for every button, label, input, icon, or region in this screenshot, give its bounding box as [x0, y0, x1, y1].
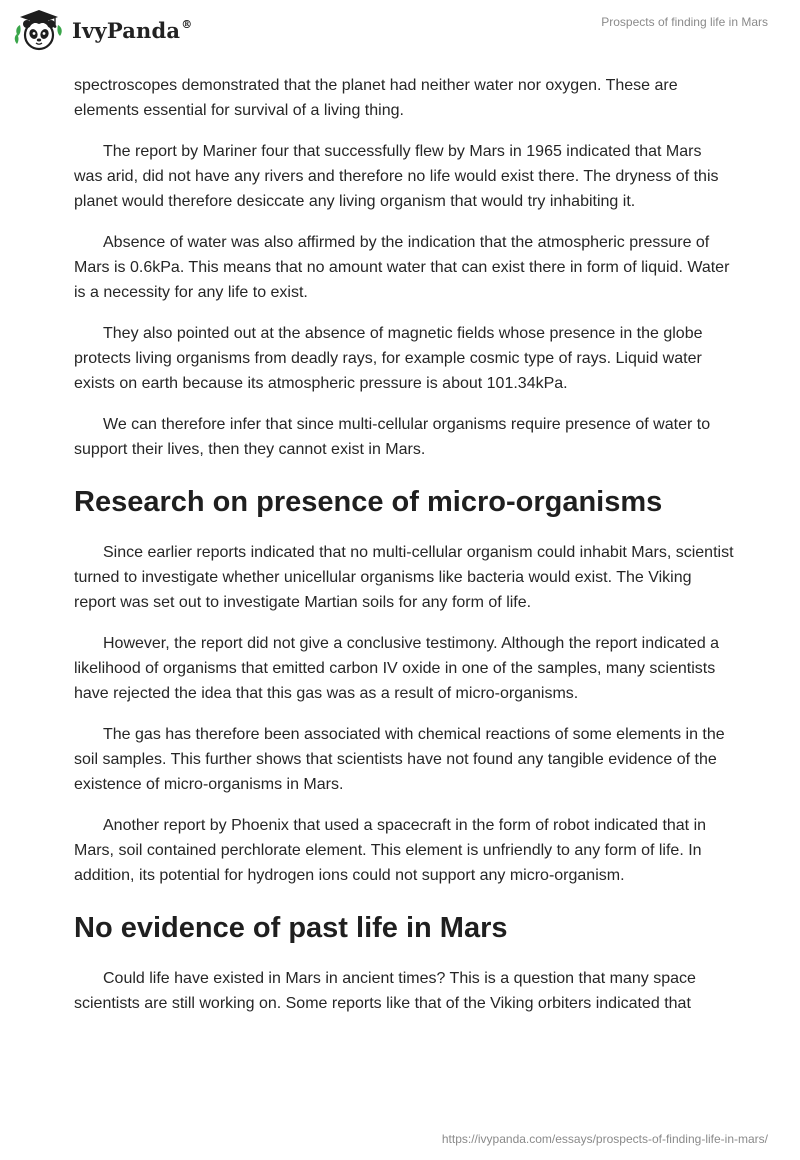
document-title: Prospects of finding life in Mars [601, 15, 768, 29]
paragraph: The report by Mariner four that successfully flew by Mars in 1965 indicated that Mars was arid, did not have any rivers and therefore no life would exist there. The dryness of this planet would therefore desiccate any living organism that would try inhabiting it. [74, 143, 719, 210]
paragraph: Absence of water was also affirmed by the indication that the atmospheric pressure of Mars is 0.6kPa. This means that no amount water that can exist there in form of liquid. Water is a necessity for any life to exist. [74, 234, 730, 301]
page-header [0, 0, 800, 60]
paragraph: However, the report did not give a conclusive testimony. Although the report indicated a likelihood of organisms that emitted carbon IV oxide in one of the samples, many scientists have rejected the idea that this gas was as a result of micro-organisms. [74, 635, 720, 702]
brand-logo[interactable] [14, 8, 192, 52]
section-heading-micro-organisms: Research on presence of micro-organisms [74, 486, 663, 518]
paragraph: Since earlier reports indicated that no multi-cellular organism could inhabit Mars, scientist turned to investigate whether unicellular organisms like bacteria would exist. The Viking report was set out to investigate Martian soils for any form of life. [74, 544, 734, 611]
paragraph: They also pointed out at the absence of magnetic fields whose presence in the globe protects living organisms from deadly rays, for example cosmic type of rays. Liquid water exists on earth because its atmospheric pressure is about 101.34kPa. [74, 325, 703, 392]
essay-content [74, 73, 734, 1032]
paragraph: spectroscopes demonstrated that the planet had neither water nor oxygen. These are elements essential for survival of a living thing. [74, 77, 678, 119]
brand-name-text: IvyPanda [72, 17, 181, 43]
section-heading-past-life: No evidence of past life in Mars [74, 912, 508, 944]
source-url-link[interactable]: https://ivypanda.com/essays/prospects-of-finding-life-in-mars/ [441, 1132, 768, 1146]
panda-graduation-cap-icon [14, 8, 64, 52]
paragraph: Could life have existed in Mars in ancient times? This is a question that many space scientists are still working on. Some reports like that of the Viking orbiters indicated that [74, 970, 696, 1012]
paragraph: The gas has therefore been associated with chemical reactions of some elements in the soil samples. This further shows that scientists have not found any tangible evidence of the existence of micro-organisms in Mars. [74, 726, 725, 793]
brand-name [72, 18, 192, 43]
paragraph: Another report by Phoenix that used a spacecraft in the form of robot indicated that in Mars, soil contained perchlorate element. This element is unfriendly to any form of life. In addition, its potential for hydrogen ions could not support any micro-organism. [74, 817, 707, 884]
paragraph: We can therefore infer that since multi-cellular organisms require presence of water to support their lives, then they cannot exist in Mars. [74, 416, 711, 458]
registered-mark: ® [181, 17, 193, 31]
